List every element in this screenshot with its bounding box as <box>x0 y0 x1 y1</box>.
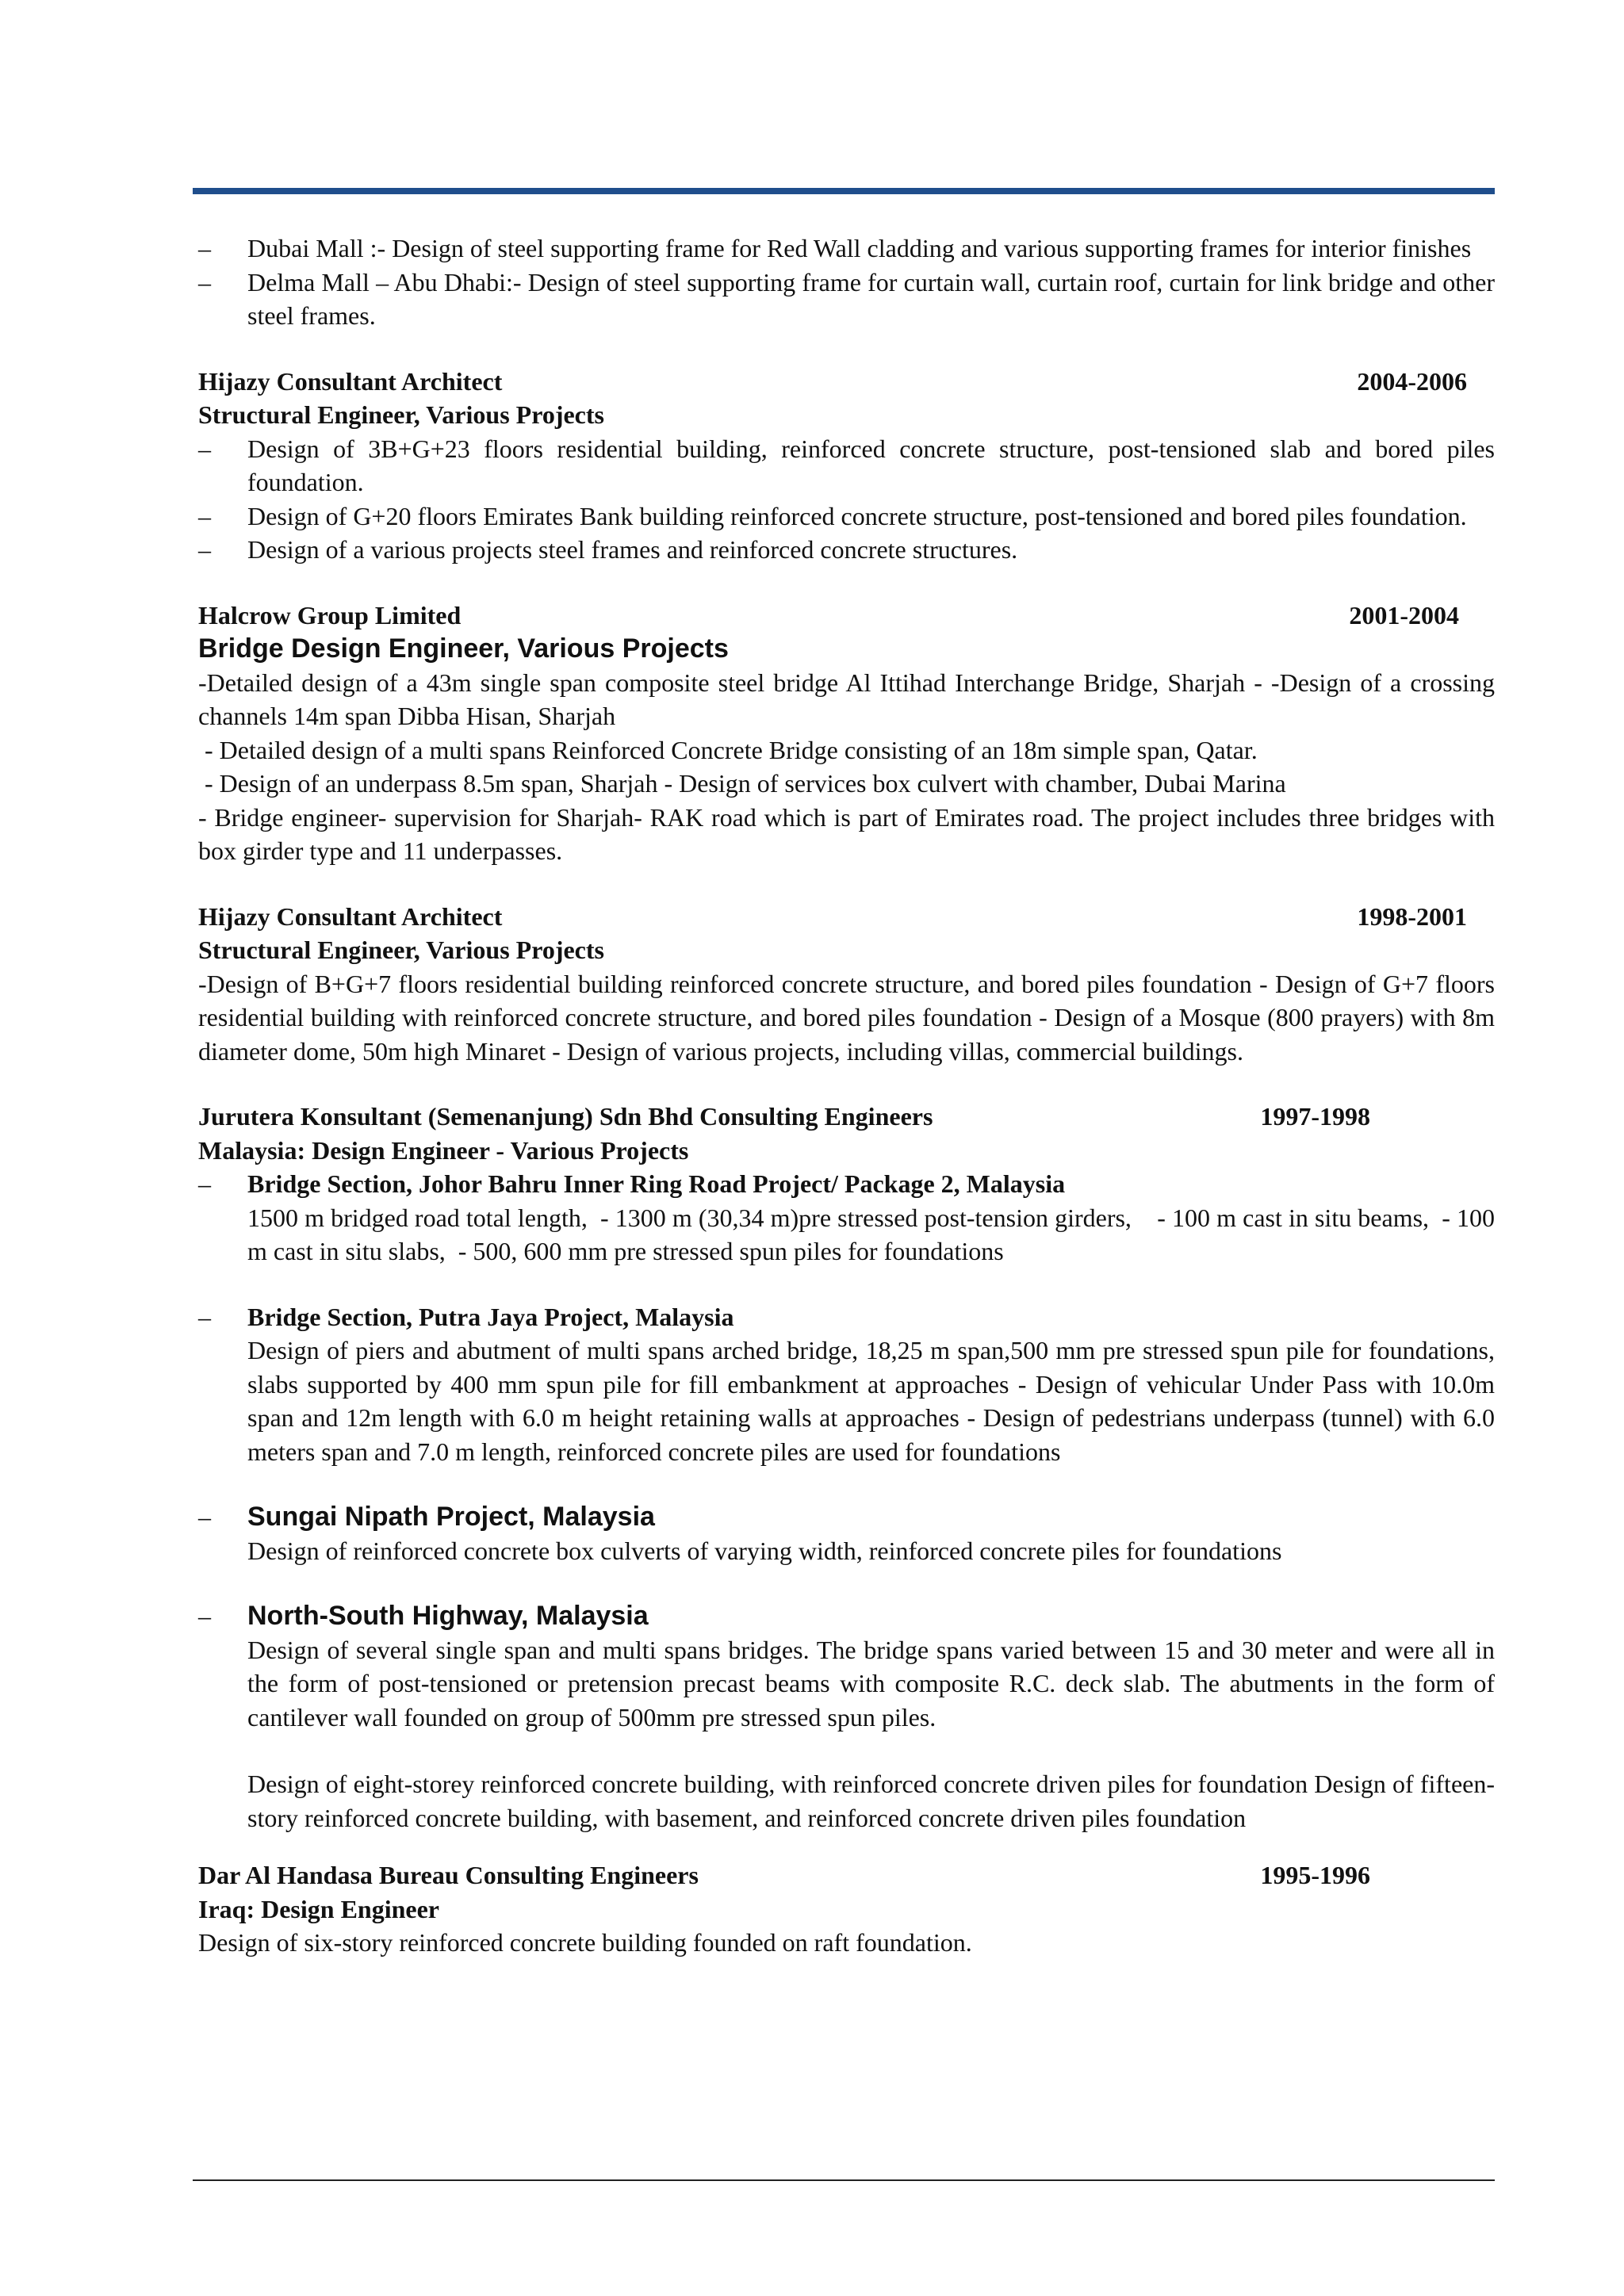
bullet-dash: – <box>198 501 211 530</box>
project-body: Design of piers and abutment of multi spans arched bridge, 18,25 m span,500 mm pre stressed spun pile for foundations, slabs supported by 400 mm spun pile for fill embankment at approaches - Design of vehicular Under Pass with 10.0m span and 12m length with 6.0 m height retaining walls at approaches - Design of pedestrians underpass (tunnel) with 6.0 meters span and 7.0 m length, reinforced concrete piles are used for foundations <box>247 1336 1495 1466</box>
description-line: - Bridge engineer- supervision for Sharjah- RAK road which is part of Emirates road. The project includes three bridges with box girder type and 11 underpasses. <box>198 802 1495 865</box>
project-body: Design of several single span and multi spans bridges. The bridge spans varied between 15 and 30 meter and were all in the form of post-tensioned or pretension precast beams with composite R.C. deck slab. The abutments in the form of cantilever wall founded on group of 500mm pre stressed spun piles. <box>247 1635 1495 1732</box>
job-years: 2004-2006 <box>1357 366 1467 396</box>
bullet-dash: – <box>198 1502 211 1531</box>
project-title: Bridge Section, Johor Bahru Inner Ring Road Project/ Package 2, Malaysia <box>247 1169 1066 1198</box>
bullet-text: Design of 3B+G+23 floors residential building, reinforced concrete structure, post-tensioned slab and bored piles foundation. <box>247 434 1495 496</box>
project-body-extra: Design of eight-storey reinforced concrete building, with reinforced concrete driven piles for foundation Design of fifteen-story reinforced concrete building, with basement, and reinforced concrete driven piles foundation <box>247 1770 1495 1832</box>
job-header <box>198 1858 1370 1892</box>
list-item <box>198 432 1495 499</box>
company-name: Hijazy Consultant Architect <box>198 366 503 396</box>
project-item <box>198 1300 1495 1469</box>
bullet-dash: – <box>198 267 211 297</box>
bullet-text: Delma Mall – Abu Dhabi:- Design of steel supporting frame for curtain wall, curtain roof, curtain for link bridge and other steel frames. <box>247 267 1495 330</box>
bullet-text: Design of a various projects steel frames and reinforced concrete structures. <box>247 535 1018 564</box>
list-item <box>198 266 1495 333</box>
bullet-text: Dubai Mall :- Design of steel supporting frame for Red Wall cladding and various supporting frames for interior finishes <box>247 234 1472 262</box>
project-body: Design of reinforced concrete box culverts of varying width, reinforced concrete piles for foundations <box>247 1536 1282 1565</box>
header-rule <box>193 188 1495 194</box>
list-item <box>198 232 1495 266</box>
project-item <box>198 1500 1495 1567</box>
job-header <box>198 1100 1370 1134</box>
job-years: 1998-2001 <box>1357 901 1467 931</box>
bullet-dash: – <box>198 1169 211 1198</box>
bullet-dash: – <box>198 1601 211 1630</box>
company-name: Jurutera Konsultant (Semenanjung) Sdn Bhd Consulting Engineers <box>198 1102 933 1131</box>
job-years: 1997-1998 <box>1260 1102 1370 1131</box>
job-role: Iraq: Design Engineer <box>198 1894 439 1923</box>
project-item <box>198 1599 1495 1835</box>
list-item <box>198 499 1495 534</box>
project-item <box>198 1167 1501 1269</box>
job-role: Malaysia: Design Engineer - Various Projects <box>198 1135 689 1165</box>
job-role: Structural Engineer, Various Projects <box>198 400 604 429</box>
job-years: 1995-1996 <box>1260 1861 1370 1889</box>
job-role: Bridge Design Engineer, Various Projects <box>198 633 729 664</box>
description-line: - Detailed design of a multi spans Reinforced Concrete Bridge consisting of an 18m simple span, Qatar. <box>198 735 1258 764</box>
resume-content <box>198 232 1501 1960</box>
footer-rule <box>193 2179 1495 2181</box>
bullet-dash: – <box>198 1302 211 1331</box>
bullet-text: Design of G+20 floors Emirates Bank building reinforced concrete structure, post-tensioned and bored piles foundation. <box>247 501 1467 530</box>
list-item <box>198 533 1495 567</box>
job-role: Structural Engineer, Various Projects <box>198 936 604 964</box>
bullet-dash: – <box>198 234 211 262</box>
project-body: 1500 m bridged road total length, - 1300 m (30,34 m)pre stressed post-tension girders, - 100 m cast in situ beams, - 100 m cast in situ slabs, - 500, 600 mm pre stressed spun piles for foundations <box>247 1203 1501 1265</box>
project-title: Bridge Section, Putra Jaya Project, Malaysia <box>247 1302 734 1331</box>
job-description: Design of six-story reinforced concrete building founded on raft foundation. <box>198 1928 972 1957</box>
job-description: -Design of B+G+7 floors residential building reinforced concrete structure, and bored piles foundation - Design of G+7 floors residential building with reinforced concrete structure, and bored piles foundation - Design of a Mosque (800 prayers) with 8m diameter dome, 50m high Minaret - Design of various projects, including villas, commercial buildings. <box>198 969 1495 1066</box>
description-line: - Design of an underpass 8.5m span, Sharjah - Design of services box culvert with chamber, Dubai Marina <box>198 769 1286 798</box>
job-header <box>198 900 1467 934</box>
company-name: Halcrow Group Limited <box>198 600 462 629</box>
bullet-dash: – <box>198 535 211 564</box>
company-name: Dar Al Handasa Bureau Consulting Engineers <box>198 1861 699 1889</box>
project-title: Sungai Nipath Project, Malaysia <box>247 1502 655 1532</box>
job-header <box>198 365 1467 399</box>
bullet-dash: – <box>198 434 211 463</box>
project-title: North-South Highway, Malaysia <box>247 1601 649 1631</box>
job-header <box>198 599 1459 633</box>
description-line: -Detailed design of a 43m single span composite steel bridge Al Ittihad Interchange Bridge, Sharjah - -Design of a crossing channels 14m span Dibba Hisan, Sharjah <box>198 668 1495 730</box>
company-name: Hijazy Consultant Architect <box>198 901 503 931</box>
job-years: 2001-2004 <box>1349 600 1459 629</box>
